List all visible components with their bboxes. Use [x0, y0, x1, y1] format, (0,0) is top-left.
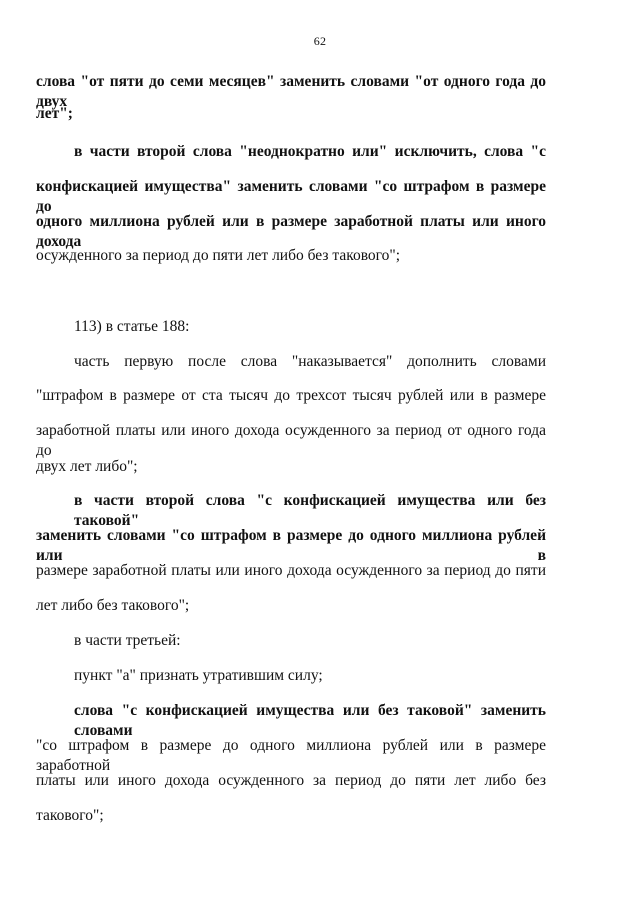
text-line-7: 113) в статье 188: — [74, 318, 190, 335]
text-line-21: такового"; — [36, 807, 104, 824]
text-line-18: слова "с конфискацией имущества или без таковой" заменить словами — [74, 702, 546, 739]
text-line-14: размере заработной платы или иного дохода осужденного за период до пяти — [36, 562, 546, 579]
text-line-20: платы или иного дохода осужденного за период до пяти лет либо без — [36, 772, 546, 789]
text-line-17: пункт "а" признать утратившим силу; — [74, 667, 323, 684]
text-line-3: в части второй слова "неоднократно или" исключить, слова "с — [74, 143, 546, 160]
text-line-4: конфискацией имущества" заменить словами "со штрафом в размере до — [36, 178, 546, 215]
text-line-1: слова "от пяти до семи месяцев" заменить словами "от одного года до двух — [36, 73, 546, 110]
text-line-15: лет либо без такового"; — [36, 597, 190, 614]
text-line-2: лет"; — [36, 105, 73, 122]
text-line-6: осужденного за период до пяти лет либо без такового"; — [36, 247, 401, 264]
text-line-9: "штрафом в размере от ста тысяч до трехсот тысяч рублей или в размере — [36, 387, 546, 404]
text-line-10: заработной платы или иного дохода осужденного за период от одного года до — [36, 422, 546, 459]
text-line-13: заменить словами "со штрафом в размере до одного миллиона рублей или в — [36, 527, 546, 564]
page-number: 62 — [313, 34, 327, 48]
text-line-16: в части третьей: — [74, 632, 181, 649]
text-line-12: в части второй слова "с конфискацией имущества или без таковой" — [74, 492, 546, 529]
text-line-8: часть первую после слова "наказывается" дополнить словами — [74, 353, 546, 370]
text-line-5: одного миллиона рублей или в размере заработной платы или иного дохода — [36, 213, 546, 250]
text-line-19: "со штрафом в размере до одного миллиона рублей или в размере заработной — [36, 737, 546, 774]
text-line-11: двух лет либо"; — [36, 458, 138, 475]
